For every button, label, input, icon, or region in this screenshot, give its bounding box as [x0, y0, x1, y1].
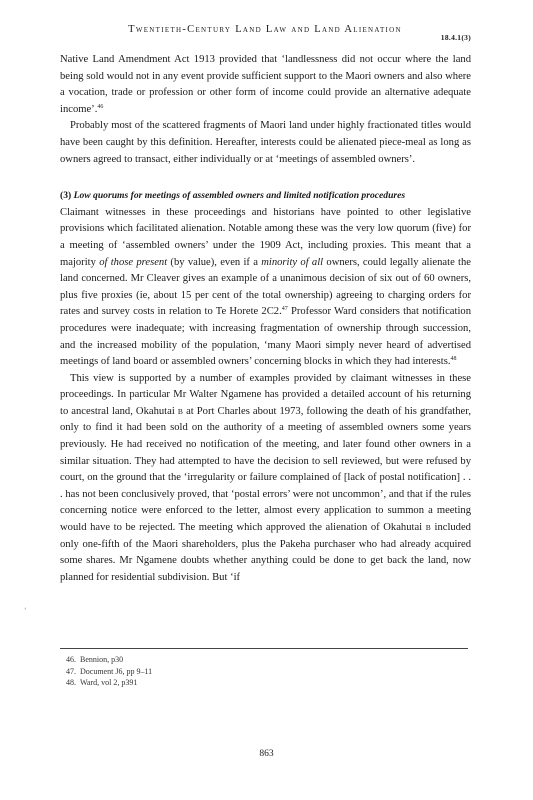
footnote-divider — [60, 648, 468, 649]
margin-mark: ‘ — [24, 606, 27, 615]
footnote-ref[interactable]: 46 — [97, 103, 104, 110]
footnote: 48. Ward, vol 2, p391 — [66, 678, 138, 688]
body-text — [60, 52, 471, 586]
footnotes — [66, 654, 152, 689]
paragraph: This view is supported by a number of examples provided by claimant witnesses in these proceedings. In particular Mr Walter Ngamene has provided a detailed account of his returning to ancestral land, Okahutai B at Port Charles about 1973, following the death of his grandfather, only to find it had been sold on the authority of a meeting of assembled owners some years previously. He had received no notification of the meeting, and later found other owners in a similar situation. They had attempted to have the decision to sell reviewed, but were refused by court, on the ground that the ‘irregularity or failure complained of [lack of postal notification] . . . has not been conclusively proved, that ‘postal errors’ were not uncommon’, and that if the rules concerning notice were enforced to the letter, almost every application to summon a meeting would have to be rejected. The meeting which approved the alienation of Okahutai B included only one-fifth of the Maori shareholders, plus the Pakeha purchaser who had already acquired some shares. Mr Ngamene doubts whether anything could be done to get back the land, now planned for residential subdivision. But ‘if — [60, 372, 471, 583]
footnote: 46. Bennion, p30 — [66, 655, 124, 664]
footnote-ref[interactable]: 47 — [281, 306, 288, 313]
page-number: 863 — [259, 749, 274, 759]
paragraph: Probably most of the scattered fragments of Maori land under highly fractionated titles would have been caught by this definition. Hereafter, interests could be alienated piece-meal as long as owners agreed to transact, either individually or at ‘meetings of assembled owners’. — [60, 120, 471, 165]
footnote-ref[interactable]: 48 — [450, 356, 457, 363]
section-number: 18.4.1(3) — [440, 33, 471, 42]
section-heading: (3) Low quorums for meetings of assembled owners and limited notification procedures — [60, 190, 406, 202]
paragraph: Claimant witnesses in these proceedings and historians have pointed to other legislative provisions which facilitated alienation. Notable among these was the very low quorum (five) for a meeting of ‘assembled owners’ under the 1909 Act, including proxies. This meant that a majority of those present (by value), even if a minority of all owners, could legally alienate the land concerned. Mr Cleaver gives an example of a unanimous decision of six out of 60 owners, plus five proxies (ie, about 15 per cent of the total ownership) agreeing to charging orders for rates and survey costs in relation to Te Horete 2C2.47 Professor Ward considers that notification procedures were inadequate; with increasing fragmentation of ownership through succession, and the increased mobility of the population, ‘many Maori simply never heard of advertised meetings of land board or assembled owners’ concerning blocks in which they had interests.$^{48}$ — [60, 206, 472, 368]
running-header: Twentieth-Century Land Law and Land Alienation — [128, 24, 402, 35]
footnote: 47. Document J6, pp 9–11 — [66, 666, 153, 676]
paragraph: Native Land Amendment Act 1913 provided that ‘landlessness did not occur where the land being sold would not in any event provide sufficient support to the Maori owners and also where a vocation, trade or profession or other form of income could provide an alternative adequate income’.$^{46}$ — [60, 54, 471, 115]
